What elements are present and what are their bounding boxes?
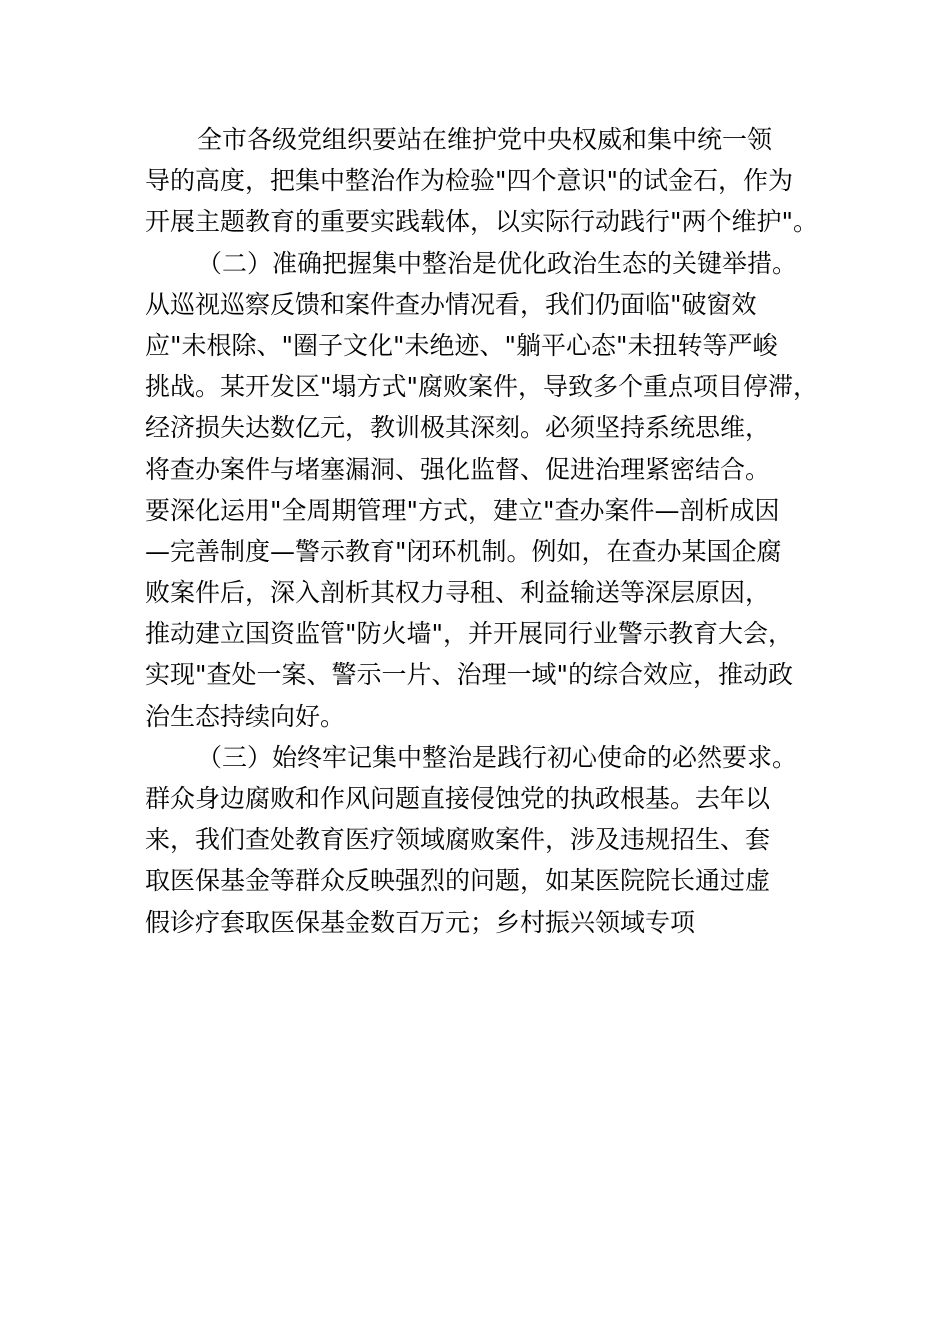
- text-line: —完善制度—警示教育"闭环机制。例如，在查办某国企腐: [145, 536, 782, 566]
- section-heading-3: （三）始终牢记集中整治是践行初心使命的必然要求。: [197, 742, 798, 772]
- text-line: 群众身边腐败和作风问题直接侵蚀党的执政根基。去年以: [145, 784, 771, 813]
- text-line: 来，我们查处教育医疗领域腐败案件，涉及违规招生、套: [145, 825, 771, 855]
- text-line: 开展主题教育的重要实践载体，以实际行动践行"两个维护"。: [145, 207, 819, 237]
- text-line: 要深化运用"全周期管理"方式，建立"查办案件—剖析成因: [145, 495, 780, 525]
- text-line: 实现"查处一案、警示一片、治理一域"的综合效应，推动政: [145, 660, 794, 690]
- text-line: 治生态持续向好。: [145, 701, 346, 731]
- document-body: [145, 119, 835, 943]
- text-line: 推动建立国资监管"防火墙"，并开展同行业警示教育大会，: [145, 619, 794, 649]
- text-line: 挑战。某开发区"塌方式"腐败案件，导致多个重点项目停滞，: [145, 372, 819, 402]
- text-line: 导的高度，把集中整治作为检验"四个意识"的试金石，作为: [145, 166, 794, 196]
- text-line: 败案件后，深入剖析其权力寻租、利益输送等深层原因，: [145, 578, 771, 608]
- section-heading-2: （二）准确把握集中整治是优化政治生态的关键举措。: [197, 248, 798, 278]
- text-line: 将查办案件与堵塞漏洞、强化监督、促进治理紧密结合。: [145, 454, 771, 484]
- text-line: 全市各级党组织要站在维护党中央权威和集中统一领: [197, 125, 773, 154]
- text-line: 应"未根除、"圈子文化"未绝迹、"躺平心态"未扭转等严峻: [145, 330, 778, 360]
- text-line: 经济损失达数亿元，教训极其深刻。必须坚持系统思维，: [145, 413, 771, 443]
- text-line: 假诊疗套取医保基金数百万元；乡村振兴领域专项: [145, 907, 696, 937]
- text-line: 从巡视巡察反馈和案件查办情况看，我们仍面临"破窗效: [145, 289, 757, 319]
- text-line: 取医保基金等群众反映强烈的问题，如某医院院长通过虚: [145, 866, 771, 896]
